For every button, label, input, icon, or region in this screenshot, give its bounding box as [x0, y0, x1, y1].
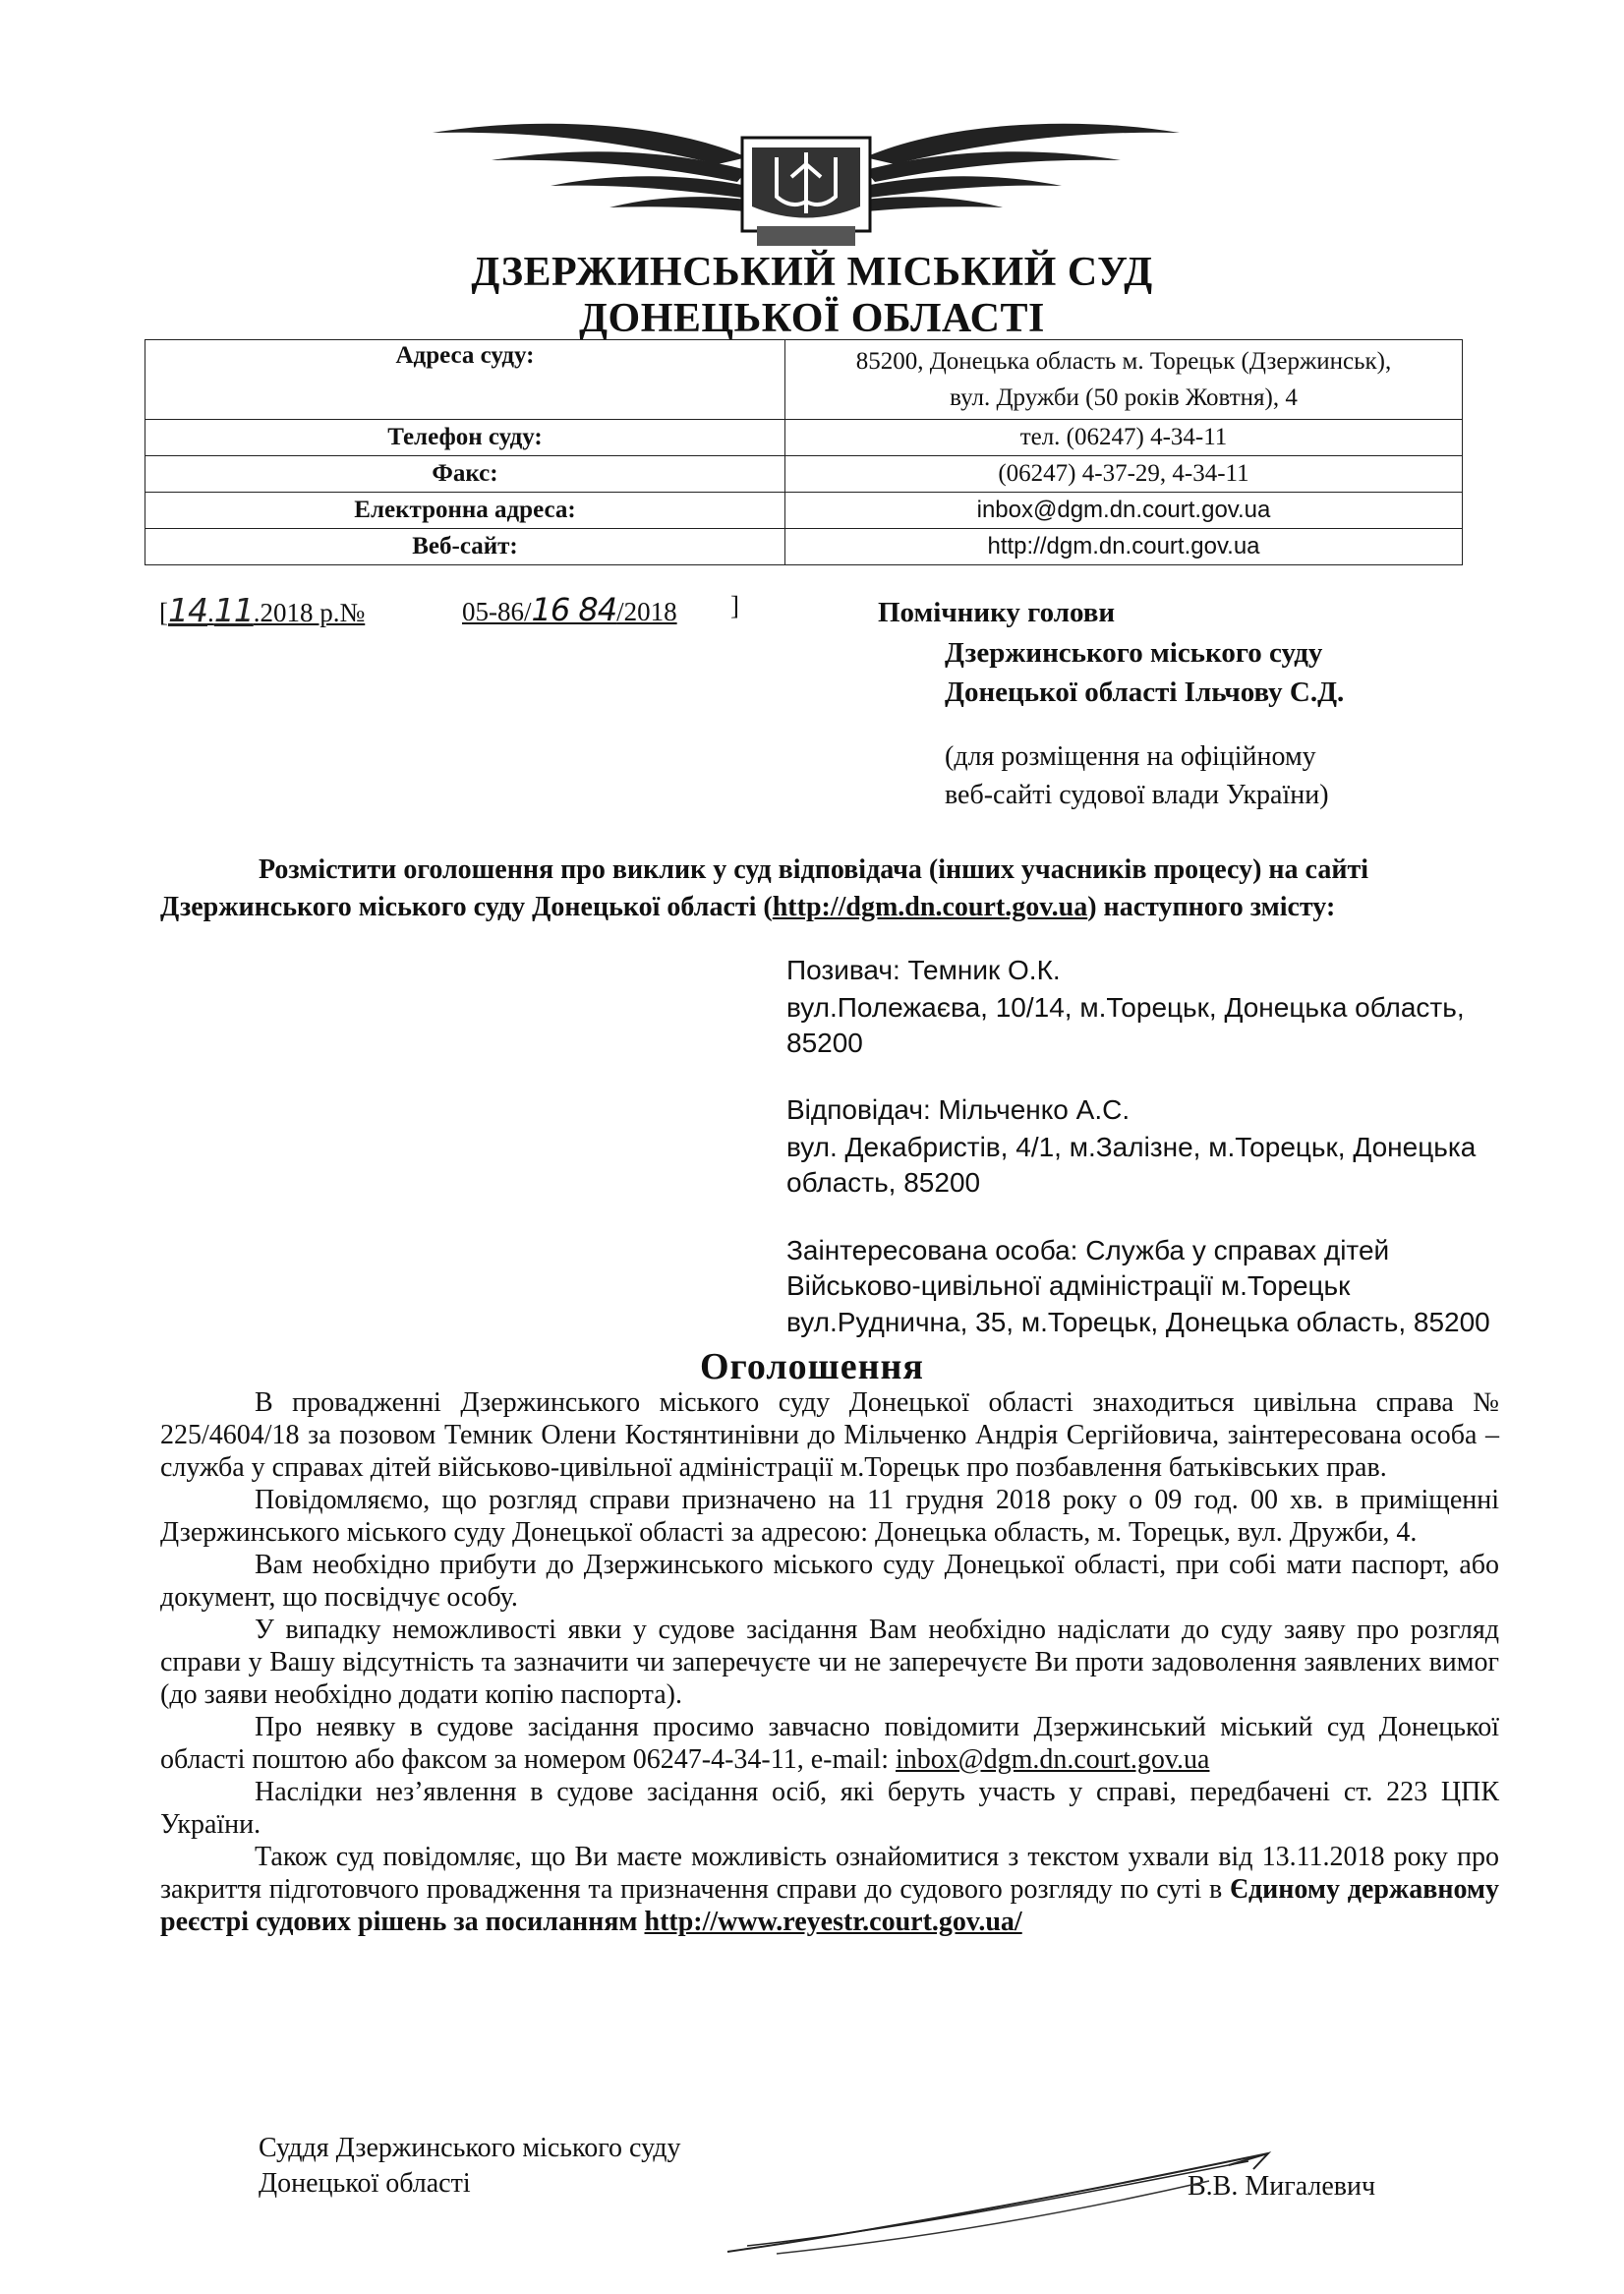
contact-table: [145, 339, 1463, 565]
handwritten-day: 14: [168, 591, 207, 629]
defendant-line2: вул. Декабристів, 4/1, м.Залізне, м.Торецьк, Донецька: [786, 1132, 1477, 1162]
interested-line2: Військово-цивільної адміністрації м.Торецьк: [786, 1270, 1351, 1301]
request-text-b: ) наступного змісту:: [1087, 892, 1336, 922]
handwritten-number: 16 84: [531, 591, 617, 628]
notice-paragraph-7-text: Також суд повідомляє, що Ви маєте можливість ознайомитися з текстом ухвали від 13.11.2018 року про закриття підготовчого провадження та призначення справи до судового розгляду по суті в: [160, 1842, 1499, 1905]
outgoing-reg-number: [462, 591, 757, 628]
email-value[interactable]: inbox@dgm.dn.court.gov.ua: [785, 493, 1463, 529]
addressee-line3: Донецької області Ільчову С.Д.: [945, 676, 1345, 708]
close-bracket: ]: [730, 591, 739, 620]
notice-email-link[interactable]: inbox@dgm.dn.court.gov.ua: [896, 1744, 1210, 1775]
address-value: [785, 340, 1463, 420]
table-row: [145, 340, 1463, 420]
addressee-line2: Дзержинського міського суду: [945, 637, 1323, 669]
interested-line3: вул.Руднична, 35, м.Торецьк, Донецька область, 85200: [786, 1307, 1490, 1337]
notice-title: Оголошення: [700, 1346, 924, 1387]
request-line2: [160, 888, 1537, 927]
notice-paragraph-7-bold: Єдиному державному реєстрі судових рішень за посиланням: [160, 1874, 1499, 1937]
table-row: [145, 529, 1463, 565]
notice-paragraph-4: У випадку неможливості явки у судове засідання Вам необхідно надіслати до суду заяву про розгляд справи у Вашу відсутність та зазначити чи заперечуєте чи не заперечуєте Ви проти задоволення заявлених вимог (до заяви необхідно додати копію паспорта).: [160, 1615, 1499, 1710]
address-line2: вул. Дружби (50 років Жовтня), 4: [950, 384, 1298, 411]
registry-link[interactable]: http://www.reyestr.court.gov.ua/: [644, 1907, 1022, 1937]
website-value[interactable]: http://dgm.dn.court.gov.ua: [785, 529, 1463, 565]
judge-name: В.В. Мигалевич: [1188, 2171, 1376, 2202]
handwritten-month: 11: [213, 591, 254, 629]
phone-label: Телефон суду:: [145, 420, 785, 456]
number-prefix: 05-86/: [462, 597, 532, 626]
notice-paragraph-5-text: Про неявку в судове засідання просимо завчасно повідомити Дзержинський міський суд Донецької області поштою або факсом за номером 06247-4-34-11, e-mail:: [160, 1712, 1499, 1775]
addressee-note-line2: веб-сайті судової влади України): [945, 780, 1329, 810]
judge-position-line1: Суддя Дзержинського міського суду: [259, 2133, 681, 2163]
email-label: Електронна адреса:: [145, 493, 785, 529]
court-name-line2: ДОНЕЦЬКОЇ ОБЛАСТІ: [579, 296, 1045, 341]
number-suffix: /2018: [616, 597, 677, 626]
addressee-note-line1: (для розміщення на офіційному: [945, 741, 1316, 772]
outgoing-number: [14.11.2018 р.№: [159, 591, 366, 629]
notice-body: [160, 1386, 1499, 1938]
addressee-line1: Помічнику голови: [878, 597, 1116, 628]
phone-value: тел. (06247) 4-34-11: [785, 420, 1463, 456]
request-line1: Розмістити оголошення про виклик у суд відповідача (інших учасників процесу) на сайті: [259, 854, 1368, 885]
notice-paragraph-5: [160, 1711, 1499, 1776]
address-line1: 85200, Донецька область м. Торецьк (Дзержинськ),: [855, 348, 1392, 375]
plaintiff-line1: Позивач: Темник О.К.: [786, 955, 1061, 985]
plaintiff-line3: 85200: [786, 1028, 863, 1058]
address-label: Адреса суду:: [145, 340, 785, 420]
open-bracket: [: [159, 598, 168, 627]
defendant-line1: Відповідач: Мільченко А.С.: [786, 1094, 1131, 1125]
table-row: [145, 493, 1463, 529]
court-website-link[interactable]: http://dgm.dn.court.gov.ua: [772, 892, 1088, 922]
fax-label: Факс:: [145, 456, 785, 493]
notice-paragraph-2: Повідомляємо, що розгляд справи призначено на 11 грудня 2018 року о 09 год. 00 хв. в приміщенні Дзержинського міського суду Донецької області за адресою: Донецька область, м. Торецьк, вул. Дружби, 4.: [160, 1485, 1499, 1548]
table-row: [145, 420, 1463, 456]
notice-paragraph-1: В провадженні Дзержинського міського суду Донецької області знаходиться цивільна справа № 225/4604/18 за позовом Темник Олени Костянтинівни до Мільченко Андрія Сергійовича, заінтересована особа – служба у справах дітей військово-цивільної адміністрації м.Торецьк про позбавлення батьківських прав.: [160, 1387, 1499, 1483]
handwritten-signature: [718, 2144, 1288, 2262]
year-text: .2018 р.№: [253, 598, 366, 627]
court-name-line1: ДЗЕРЖИНСЬКИЙ МІСЬКИЙ СУД: [471, 250, 1153, 295]
plaintiff-line2: вул.Полежаєва, 10/14, м.Торецьк, Донецька область,: [786, 992, 1465, 1023]
notice-paragraph-7: [160, 1841, 1499, 1938]
notice-paragraph-3: Вам необхідно прибути до Дзержинського міського суду Донецької області, при собі мати паспорт, або документ, що посвідчує особу.: [160, 1550, 1499, 1613]
request-text-a: Дзержинського міського суду Донецької області (: [160, 892, 773, 922]
interested-line1: Заінтересована особа: Служба у справах дітей: [786, 1235, 1390, 1265]
fax-value: (06247) 4-37-29, 4-34-11: [785, 456, 1463, 493]
website-label: Веб-сайт:: [145, 529, 785, 565]
judge-position-line2: Донецької області: [259, 2168, 471, 2199]
notice-paragraph-6: Наслідки нез’явлення в судове засідання осіб, які беруть участь у справі, передбачені ст. 223 ЦПК України.: [160, 1777, 1499, 1840]
table-row: [145, 456, 1463, 493]
trident-coat-of-arms-icon: [423, 103, 1189, 251]
defendant-line3: область, 85200: [786, 1167, 981, 1198]
